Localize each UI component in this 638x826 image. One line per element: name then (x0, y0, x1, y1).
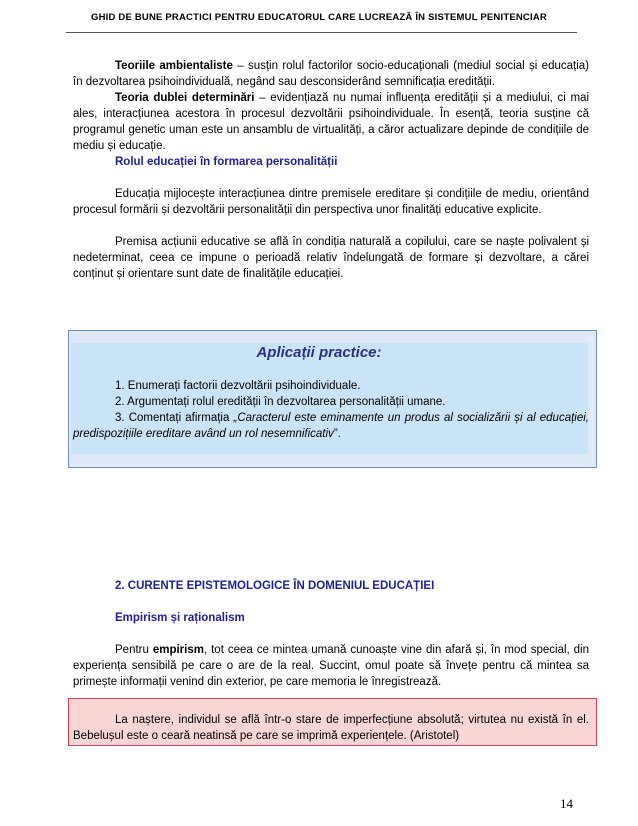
paragraph-prefix: Pentru (115, 644, 153, 656)
application-item-3-prefix: 3. Comentați afirmația (115, 412, 234, 424)
paragraph-dubla-determinare (73, 90, 589, 154)
running-header: GHID DE BUNE PRACTICI PENTRU EDUCATORUL CARE LUCREAZĂ ÎN SISTEMUL PENITENCIAR (91, 12, 547, 23)
paragraph-premisa: Premisa acțiunii educative se află în condiția naturală a copilului, care se naște polivalent și nedeterminat, ceea ce impune o perioadă relativ îndelungată de formare și dezvoltare, a cărei conținut și orientare sunt date de finalitățile educației. (73, 236, 589, 280)
term-ambientaliste: Teoriile ambientaliste (115, 60, 233, 72)
paragraph-empirism (73, 642, 589, 690)
quote-text: La naștere, individul se află într-o stare de imperfecțiune absolută; virtutea nu există în el. Bebelușul este o ceară neatinsă pe care se imprimă experiențele. (Aristotel) (73, 714, 589, 742)
page-number: 14 (560, 796, 573, 811)
paragraph-text: – susțin rolul factorilor socio-educaționali (mediul social și educația) în dezvoltarea psihoindividuală, negând sau desconsiderând semnificația eredității. (73, 60, 589, 88)
application-item-1: 1. Enumerați factorii dezvoltării psihoindividuale. (115, 380, 361, 392)
paragraph-educatia: Educația mijlocește interacțiunea dintre premisele ereditare și condițiile de mediu, orientând procesul formării și dezvoltării personalității din perspectiva unor finalități educative explicite. (73, 188, 589, 216)
application-item-3-quote: „Caracterul este eminamente un produs al socializării și al educației, predispozițiile ereditare având un rol nesemnificativ (73, 412, 589, 440)
term-dubla-determinare: Teoria dublei determinări (115, 92, 255, 104)
header-divider (66, 32, 577, 33)
paragraph-text: , tot ceea ce mintea umană cunoaște vine din afară și, în mod special, din experiența sensibilă pe care o are de la real. Succint, omul poate să învețe pentru că mintea sa primește informații venind din exterior, pe care memoria le înregistrează. (73, 644, 589, 688)
section-heading-rolul-educatiei: Rolul educației în formarea personalității (115, 156, 338, 168)
application-item-3-suffix: ”. (333, 428, 341, 440)
application-item-2: 2. Argumentați rolul eredității în dezvoltarea personalității umane. (115, 396, 446, 408)
applications-title-text: Aplicații practice (256, 344, 377, 361)
section-heading-curente: 2. CURENTE EPISTEMOLOGICE ÎN DOMENIUL EDUCAȚIEI (115, 580, 435, 592)
applications-title-colon: : (376, 344, 382, 361)
applications-title (0, 344, 638, 361)
application-item-3 (73, 410, 589, 442)
paragraph-ambientaliste (73, 58, 589, 90)
subsection-heading-empirism: Empirism și raționalism (115, 612, 245, 624)
paragraph-text: – evidențiază nu numai influența eredității și a mediului, ci mai ales, interacțiunea acestora în procesul dezvoltării psihoindividuale. În esență, teoria susține că programul genetic uman este un ansamblu de virtualități, a căror actualizare depinde de condițiile de mediu și educație. (73, 92, 589, 152)
term-empirism: empirism (152, 644, 204, 656)
